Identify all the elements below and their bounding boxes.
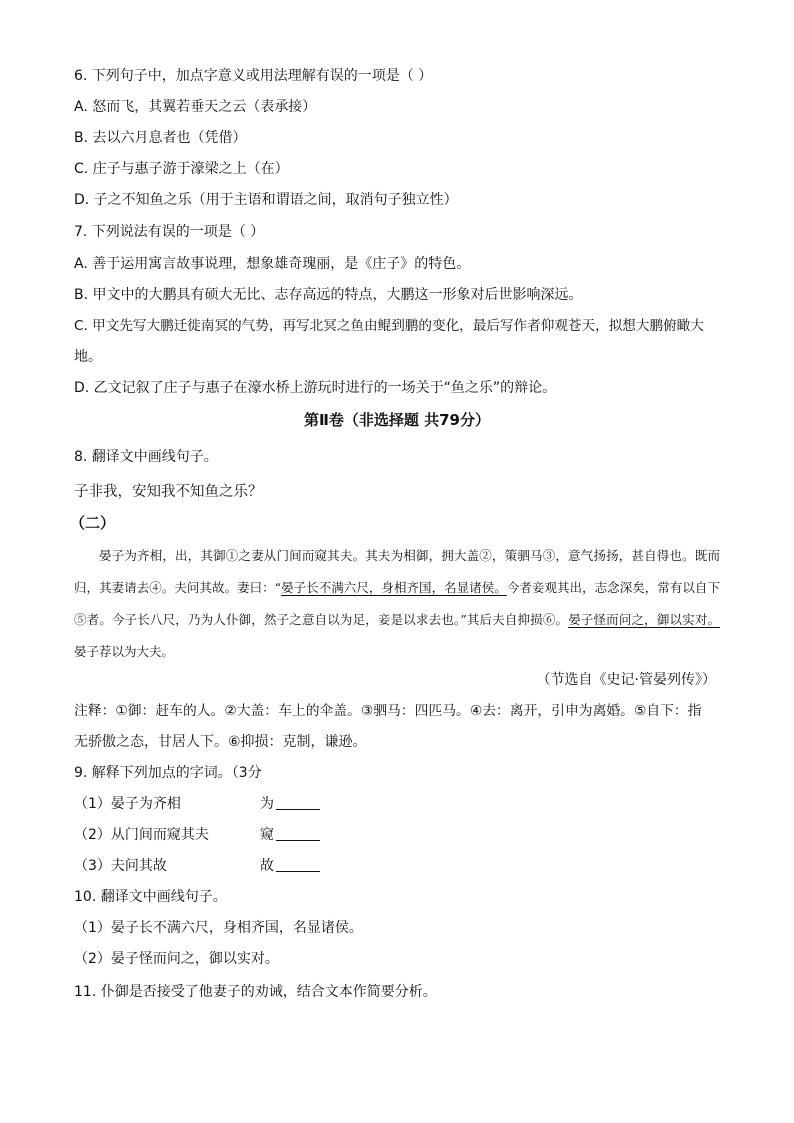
q7-option-d: D. 乙文记叙了庄子与惠子在濠水桥上游玩时进行的一场关于“鱼之乐”的辩论。 [74,380,557,396]
q10-sentence-1: （1）晏子长不满六尺，身相齐国，名显诸侯。 [74,920,363,936]
passage-text-3: 晏子荐以为大夫。 [74,644,175,659]
q9-stem: 9. 解释下列加点的字词。（3分 [74,765,262,781]
q6-stem: 6. 下列句子中，加点字意义或用法理解有误的一项是（ ） [74,68,433,84]
q10-stem: 10. 翻译文中画线句子。 [74,889,227,905]
q7-option-a: A. 善于运用寓言故事说理，想象雄奇瑰丽，是《庄子》的特色。 [74,256,471,272]
section-title: 第Ⅱ卷（非选择题 共79分） [304,411,490,429]
answer-blank[interactable] [276,795,320,810]
answer-blank[interactable] [276,857,320,872]
notes-line-2: 无骄傲之态，甘居人下。⑥抑损：克制，谦逊。 [74,734,367,750]
q7-stem: 7. 下列说法有误的一项是（ ） [74,224,265,240]
q7-option-b: B. 甲文中的大鹏具有硕大无比、志存高远的特点，大鹏这一形象对后世影响深远。 [74,287,583,303]
q7-option-c-line1: C. 甲文先写大鹏迁徙南冥的气势，再写北冥之鱼由鲲到鹏的变化，最后写作者仰观苍天，拟想大鹏俯瞰大 [74,318,704,334]
q9-item-1: （1）晏子为齐相 为 [74,794,724,814]
q8-sentence: 子非我，安知我不知鱼之乐？ [74,484,263,500]
passage-source: （节选自《史记·管晏列传》） [536,672,716,688]
answer-blank[interactable] [276,826,320,841]
q10-sentence-2: （2）晏子怪而问之，御以实对。 [74,951,279,967]
classical-passage [74,540,720,668]
passage-underlined-1: 晏子长不满六尺，身相齐国，名显诸侯。 [281,580,507,595]
notes-line-1: 注释：①御：赶车的人。②大盖：车上的伞盖。③驷马：四匹马。④去：离开，引申为离婚。⑤自下：指 [74,703,702,719]
q9-item-3: （3）夫问其故 故 [74,856,724,876]
q11-stem: 11. 仆御是否接受了他妻子的劝诫，结合文本作简要分析。 [74,984,437,1000]
q6-option-a: A. 怒而飞，其翼若垂天之云（表承接） [74,99,317,115]
q6-option-b: B. 去以六月息者也（凭借） [74,130,247,146]
passage-text-2: 今者妾观其出，志念深矣，常有以自下⑤者。今子长八尺，乃为人仆御，然子之意自以为足，妾是以求去也。”其后夫自抑损⑥。 [74,580,720,627]
q9-item-2: （2）从门间而窥其夫 窥 [74,825,724,845]
part2-heading: （二） [70,514,116,532]
q8-stem: 8. 翻译文中画线句子。 [74,449,218,465]
q6-option-c: C. 庄子与惠子游于濠梁之上（在） [74,161,289,177]
q7-option-c-line2: 地。 [74,349,102,365]
q6-option-d: D. 子之不知鱼之乐（用于主语和谓语之间，取消句子独立性） [74,192,458,208]
passage-text-1: 晏子为齐相，出，其御①之妻从门间而窥其夫。其夫为相御，拥大盖②，策驷马③，意气扬扬，甚自得也。既而归，其妻请去④。夫问其故。妻曰：“ [74,548,720,595]
passage-underlined-2: 晏子怪而问之，御以实对。 [568,612,720,627]
